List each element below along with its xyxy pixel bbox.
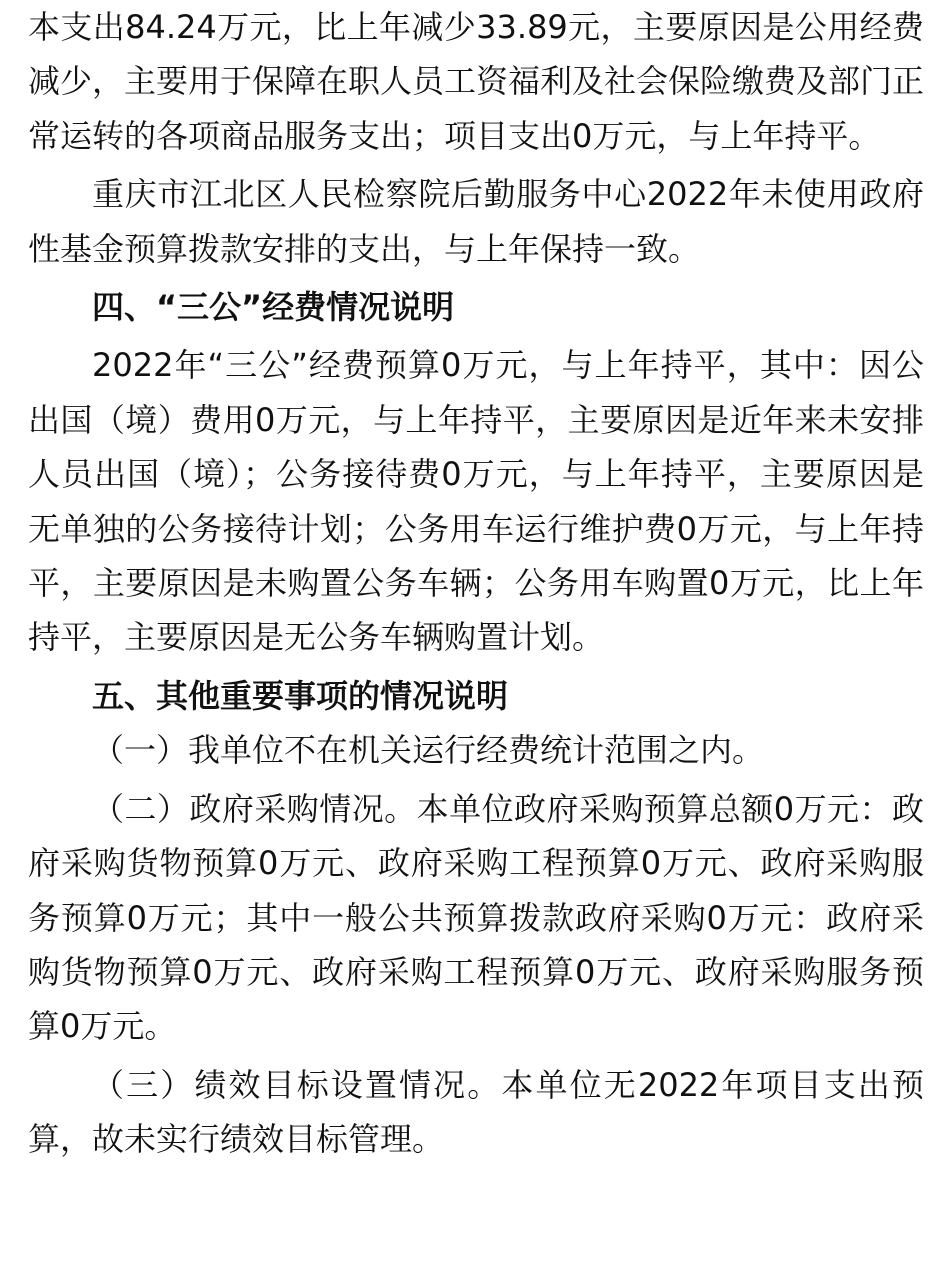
- paragraph-item-three-performance: （三）绩效目标设置情况。本单位无2022年项目支出预算，故未实行绩效目标管理。: [28, 1065, 924, 1159]
- paragraph-three-public-funds: 2022年“三公”经费预算0万元，与上年持平，其中：因公出国（境）费用0万元，与上年持平，主要原因是近年来未安排人员出国（境）；公务接待费0万元，与上年持平，主要原因是无单独的公务接待计划；公务用车运行维护费0万元，与上年持平，主要原因是未购置公务车辆；公务用车购置0万元，比上年持平，主要原因是无公务车辆购置计划。: [28, 346, 924, 657]
- paragraph-item-one: （一）我单位不在机关运行经费统计范围之内。: [92, 731, 765, 770]
- paragraph-expenditure-summary: 本支出84.24万元，比上年减少33.89元，主要原因是公用经费减少，主要用于保障在职人员工资福利及社会保险缴费及部门正常运转的各项商品服务支出；项目支出0万元，与上年持平。: [28, 8, 925, 155]
- section-heading-three-public: 四、“三公”经费情况说明: [92, 288, 455, 327]
- section-heading-other-matters: 五、其他重要事项的情况说明: [92, 676, 509, 715]
- paragraph-item-two-procurement: （二）政府采购情况。本单位政府采购预算总额0万元：政府采购货物预算0万元、政府采购工程预算0万元、政府采购服务预算0万元；其中一般公共预算拨款政府采购0万元：政府采购货物预算0万元、政府采购工程预算0万元、政府采购服务预算0万元。: [28, 789, 924, 1046]
- paragraph-government-fund: 重庆市江北区人民检察院后勤服务中心2022年未使用政府性基金预算拨款安排的支出，与上年保持一致。: [28, 175, 924, 268]
